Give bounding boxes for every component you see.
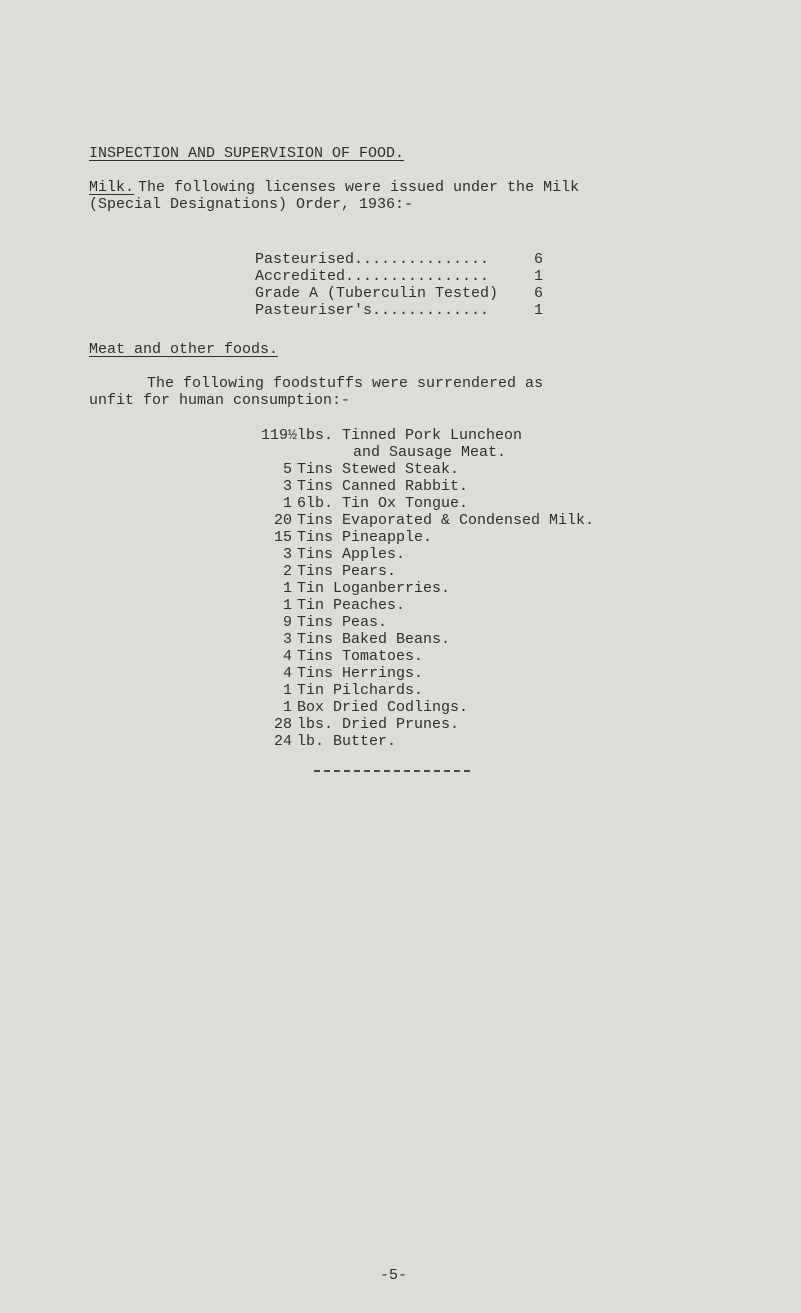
food-quantity: 1: [282, 580, 292, 597]
food-quantity: 3: [282, 546, 292, 563]
section-divider: [314, 770, 470, 772]
food-description: Tins Herrings.: [297, 665, 424, 682]
food-quantity: 119½: [260, 427, 297, 444]
food-intro-line-1: The following foodstuffs were surrendered as: [147, 375, 544, 392]
food-item-row: [240, 564, 680, 580]
food-item-row: [240, 666, 680, 682]
licence-row: [255, 252, 575, 268]
licence-count: 6: [534, 251, 544, 268]
meat-heading: Meat and other foods.: [89, 341, 279, 358]
food-description: 6lb. Tin Ox Tongue.: [297, 495, 469, 512]
food-description: lbs. Tinned Pork Luncheon: [297, 427, 523, 444]
page-title: INSPECTION AND SUPERVISION OF FOOD.: [89, 145, 405, 162]
food-quantity: 15: [273, 529, 292, 546]
food-item-row: [240, 649, 680, 665]
food-quantity: 4: [282, 648, 292, 665]
food-quantity: 5: [282, 461, 292, 478]
food-item-row: [240, 632, 680, 648]
food-quantity: 28: [273, 716, 292, 733]
milk-intro-line-2: (Special Designations) Order, 1936:-: [89, 196, 414, 213]
licence-label: Accredited................: [255, 268, 490, 285]
licence-row: [255, 286, 575, 302]
food-description: Tins Canned Rabbit.: [297, 478, 469, 495]
milk-heading: Milk.: [89, 179, 135, 196]
food-quantity: 9: [282, 614, 292, 631]
food-quantity: 2: [282, 563, 292, 580]
food-item-row: [240, 496, 680, 512]
food-item-row: [240, 530, 680, 546]
food-item-row: [240, 479, 680, 495]
food-item-row: [240, 700, 680, 716]
food-description: Tins Stewed Steak.: [297, 461, 460, 478]
food-description: Tins Tomatoes.: [297, 648, 424, 665]
food-item-row: [240, 598, 680, 614]
food-intro-line-2: unfit for human consumption:-: [89, 392, 351, 409]
food-description: Tins Pears.: [297, 563, 397, 580]
food-item-row: [240, 581, 680, 597]
food-description: Tins Peas.: [297, 614, 388, 631]
licence-row: [255, 303, 575, 319]
licence-count: 6: [534, 285, 544, 302]
food-description: Tin Peaches.: [297, 597, 406, 614]
food-item-row: [240, 462, 680, 478]
food-description: Tins Evaporated & Condensed Milk.: [297, 512, 595, 529]
food-item-row: [240, 513, 680, 529]
food-quantity: 1: [282, 699, 292, 716]
food-quantity: 20: [273, 512, 292, 529]
food-item-row: [240, 615, 680, 631]
food-item-row: [240, 547, 680, 563]
milk-intro-line-1: The following licenses were issued under the Milk: [138, 179, 580, 196]
food-quantity: 4: [282, 665, 292, 682]
food-quantity: 1: [282, 495, 292, 512]
licence-label: Pasteurised...............: [255, 251, 490, 268]
food-quantity: 24: [273, 733, 292, 750]
food-description: Tins Apples.: [297, 546, 406, 563]
licence-label: Grade A (Tuberculin Tested): [255, 285, 499, 302]
food-quantity: 3: [282, 631, 292, 648]
food-quantity: 3: [282, 478, 292, 495]
licence-count: 1: [534, 302, 544, 319]
licence-row: [255, 269, 575, 285]
food-description: Tin Pilchards.: [297, 682, 424, 699]
licence-count: 1: [534, 268, 544, 285]
food-item-row: [240, 683, 680, 699]
food-item-row: [240, 734, 680, 750]
food-description-continued: and Sausage Meat.: [353, 444, 507, 461]
food-description: Tins Pineapple.: [297, 529, 433, 546]
food-description: Tin Loganberries.: [297, 580, 451, 597]
food-description: Tins Baked Beans.: [297, 631, 451, 648]
food-item-row: [240, 428, 680, 461]
food-description: lbs. Dried Prunes.: [297, 716, 460, 733]
licence-label: Pasteuriser's.............: [255, 302, 490, 319]
food-quantity: 1: [282, 597, 292, 614]
page-number: -5-: [380, 1267, 408, 1284]
food-item-row: [240, 717, 680, 733]
food-description: lb. Butter.: [297, 733, 397, 750]
food-quantity: 1: [282, 682, 292, 699]
food-description: Box Dried Codlings.: [297, 699, 469, 716]
